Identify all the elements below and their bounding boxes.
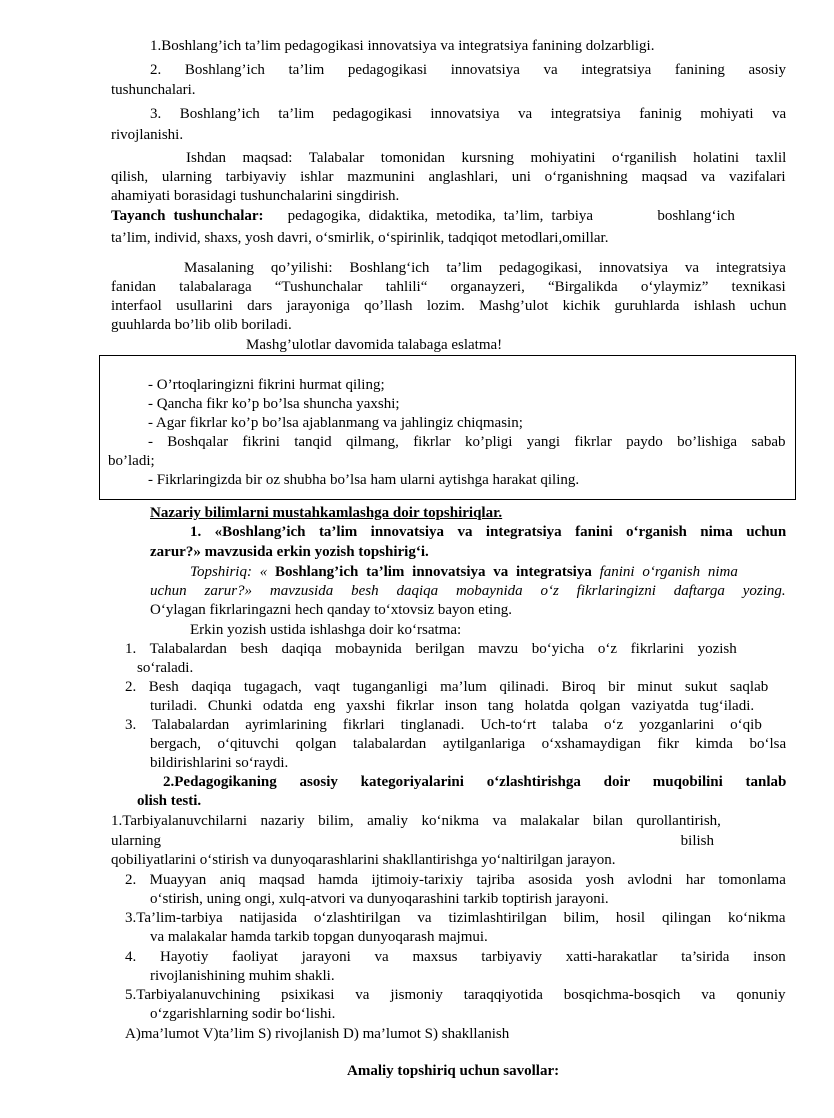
purpose-line-1: Ishdan maqsad: Talabalar tomonidan kursning mohiyatini o‘rganilish holatini taxlil — [186, 150, 787, 166]
reminder-rule-4: - Boshqalar fikrini tanqid qilmang, fikrlar ko’pligi yangi fikrlar paydo bo’lishiga sabab — [148, 434, 786, 450]
test-q1-line-1: 1.Tarbiyalanuvchilarni nazariy bilim, amaliy ko‘nikma va malakalar bilan qurollantirish, — [111, 813, 721, 829]
test-q2-line-1: 2. Muayyan aniq maqsad hamda ijtimoiy-tarixiy tajriba asosida yosh avlodni har tomonlama — [125, 872, 786, 888]
reminder-rule-1: - O’rtoqlaringizni fikrini hurmat qiling; — [148, 377, 385, 393]
purpose-line-3: ahamiyati borasidagi tushunchalarini singdirish. — [111, 188, 400, 204]
reminder-rule-4-cont: bo’ladi; — [108, 453, 155, 469]
test-q1-word-a: ularning — [111, 833, 161, 849]
guide-item-3-cont: bergach, o‘qituvchi qolgan talabalardan aytilganlariga o‘xshamaydigan fikr kimda bo‘lsa — [150, 736, 787, 752]
practical-heading: Amaliy topshiriq uchun savollar: — [347, 1063, 560, 1079]
objective-2 — [150, 61, 786, 80]
test-q4-line-1: 4. Hayotiy faoliyat jarayoni va maxsus tarbiyaviy xatti-harakatlar ta’sirida inson — [125, 949, 786, 965]
test-q5-line-2: o‘zgarishlarning sodir bo‘lishi. — [150, 1006, 336, 1022]
guide-item-2: 2. Besh daqiqa tugagach, vaqt tuganganligi ma’lum qilinadi. Biroq bir minut sukut saqlab — [125, 679, 769, 695]
assignment-topic: Boshlang’ich ta’lim innovatsiya va integratsiya — [274, 564, 592, 580]
test-heading-line-2: olish testi. — [137, 793, 202, 809]
guide-item-1: 1. Talabalardan besh daqiqa mobaynida berilgan mavzu bo‘yicha o‘z fikrlarini yozish — [125, 641, 737, 657]
task-1-line-2: zarur?» mavzusida erkin yozish topshirig‘i. — [150, 544, 429, 560]
reminder-rule-5: - Fikrlaringizda bir oz shubha bo’lsa ham ularni aytishga harakat qiling. — [148, 472, 580, 488]
assignment-prefix: Topshiriq: « — [190, 564, 268, 580]
guide-item-3: 3. Talabalardan ayrimlarining fikrlari tinglanadi. Uch-to‘rt talaba o‘z yozganlarini o‘qib — [125, 717, 762, 733]
objective-3-cont: rivojlanishi. — [111, 127, 184, 143]
problem-line-4: guuhlarda bo’lib olib boriladi. — [111, 317, 292, 333]
test-q5-line-1: 5.Tarbiyalanuvchining psixikasi va jismoniy taraqqiyotida bosqichma-bosqich va qonuniy — [125, 987, 786, 1003]
objective-3: 3. Boshlang’ich ta’lim pedagogikasi innovatsiya va integratsiya faninig mohiyati va — [150, 106, 787, 122]
test-q2-line-2: o‘stirish, uning ongi, xulq-atvori va dunyoqarashini tarkib toptirish jarayoni. — [150, 891, 609, 907]
test-q3-line-1: 3.Ta’lim-tarbiya natijasida o‘zlashtirilgan va tizimlashtirilgan bilim, hosil qilingan ko‘nikma — [125, 910, 786, 926]
purpose-line-2: qilish, ularning tarbiyaviy ishlar mazmunini anglashlari, uni o‘rganishning maqsad va vazifalari — [111, 169, 786, 185]
problem-line-2: fanidan talabalaraga “Tushunchalar tahlili“ organayzeri, “Birgalikda o‘ylaymiz” texnikasi — [111, 279, 786, 295]
test-q4-line-2: rivojlanishining muhim shakli. — [150, 968, 335, 984]
key-concepts-line-2: ta’lim, individ, shaxs, yosh davri, o‘smirlik, o‘spirinlik, tadqiqot metodlari,omillar. — [111, 230, 609, 246]
problem-line-1: Masalaning qo’yilishi: Boshlang‘ich ta’lim pedagogikasi, innovatsiya va integratsiya — [184, 260, 786, 276]
assignment-line-3: O‘ylagan fikrlaringazni hech qanday to‘xtovsiz bayon eting. — [150, 602, 512, 618]
guide-item-1-cont: so‘raladi. — [137, 660, 194, 676]
guide-item-2-cont: turiladi. Chunki odatda eng yaxshi fikrlar inson tang holatda qolgan vaziyatda tug‘iladi. — [150, 698, 755, 714]
assignment-line-1 — [190, 563, 738, 582]
key-concepts-line-1 — [111, 207, 735, 226]
reminder-rule-2: - Qancha fikr ko’p bo’lsa shuncha yaxshi; — [148, 396, 400, 412]
test-q1-word-b: bilish — [680, 833, 714, 849]
theory-heading: Nazariy bilimlarni mustahkamlashga doir topshiriqlar. — [150, 505, 503, 521]
key-concepts-label: Tayanch tushunchalar: — [111, 208, 264, 224]
test-answers: A)ma’lumot V)ta’lim S) rivojlanish D) ma’lumot S) shakllanish — [125, 1026, 510, 1042]
task-1-line-1: 1. «Boshlang’ich ta’lim innovatsiya va integratsiya fanini o‘rganish nima uchun — [190, 524, 787, 540]
objective-1: 1.Boshlang’ich ta’lim pedagogikasi innovatsiya va integratsiya fanining dolzarbligi. — [150, 38, 655, 54]
reminder-rule-3: - Agar fikrlar ko’p bo’lsa ajablanmang va jahlingiz chiqmasin; — [148, 415, 523, 431]
key-concepts-text: pedagogika, didaktika, metodika, ta’lim, tarbiya boshlang‘ich — [287, 208, 735, 224]
assignment-line-2: uchun zarur?» mavzusida besh daqiqa mobaynida o‘z fikrlaringizni daftarga yozing. — [150, 583, 786, 599]
objective-2-cont: tushunchalari. — [111, 82, 196, 98]
guide-item-3-cont-2: bildirishlarini so‘raydi. — [150, 755, 289, 771]
reminder-title: Mashg’ulotlar davomida talabaga eslatma! — [246, 337, 503, 353]
guide-title: Erkin yozish ustida ishlashga doir ko‘rsatma: — [190, 622, 462, 638]
test-q3-line-2: va malakalar hamda tarkib topgan dunyoqarash majmui. — [150, 929, 488, 945]
test-q1-line-2 — [111, 832, 714, 851]
problem-line-3: interfaol usullarini dars jarayoniga qo’llash lozim. Mashg’ulot kichik guruhlarda ishlash uchun — [111, 298, 787, 314]
test-q1-line-3: qobiliyatlarini o‘stirish va dunyoqarashlarini shakllantirishga yo‘naltirilgan jarayon. — [111, 852, 616, 868]
assignment-rest: fanini o‘rganish nima — [599, 564, 738, 580]
objective-2-text: 2. Boshlang’ich ta’lim pedagogikasi innovatsiya va integratsiya fanining asosiy — [150, 62, 786, 78]
test-heading-line-1: 2.Pedagogikaning asosiy kategoriyalarini o‘zlashtirishga doir muqobilini tanlab — [163, 774, 787, 790]
